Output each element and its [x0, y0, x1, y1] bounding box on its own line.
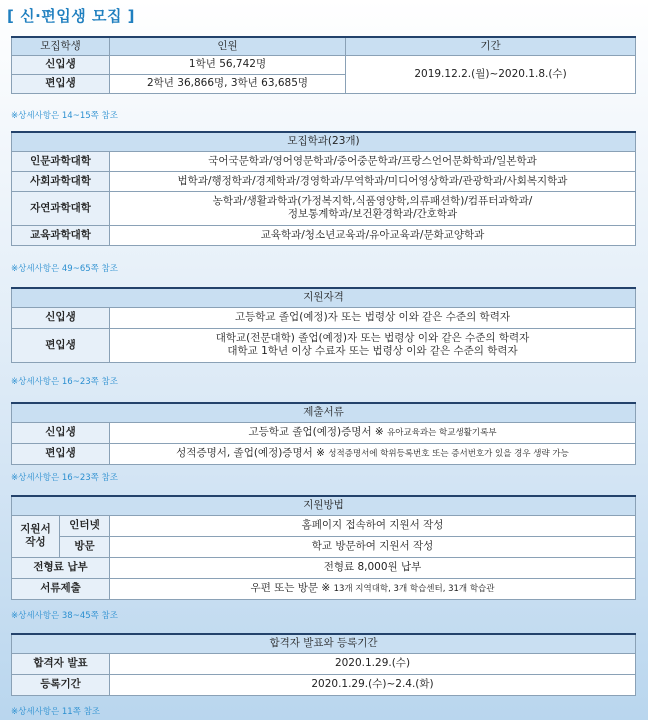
col-header-students: 모집학생 [12, 37, 110, 55]
submit-small: 13개 지역대학, 3개 학습센터, 31개 학습관 [333, 583, 495, 594]
col-header-period: 기간 [346, 37, 636, 55]
row-label-transfer: 편입생 [12, 74, 110, 93]
docs-transfer-small: 성적증명서에 학위등록번호 또는 증서번호가 있을 경우 생략 가능 [328, 448, 569, 459]
submit-label: 서류제출 [12, 578, 110, 599]
docs-freshman-small: 유아교육과는 학교생활기록부 [387, 427, 497, 438]
method-label-visit: 방문 [60, 536, 110, 557]
qual-label-freshman: 신입생 [12, 307, 110, 328]
documents-header: 제출서류 [12, 403, 636, 422]
col-header-count: 인원 [110, 37, 346, 55]
qualification-header: 지원자격 [12, 288, 636, 307]
recruit-note: ※상세사항은 14~15쪽 참조 [11, 111, 118, 121]
method-header: 지원방법 [12, 496, 636, 515]
fee-value: 전형료 8,000원 납부 [110, 557, 636, 578]
freshman-count: 1학년 56,742명 [110, 55, 346, 74]
qualification-note: ※상세사항은 16~23쪽 참조 [11, 377, 118, 387]
submit-value [110, 578, 636, 599]
documents-note: ※상세사항은 16~23쪽 참조 [11, 473, 118, 483]
departments-note: ※상세사항은 49~65쪽 참조 [11, 264, 118, 274]
dept-natural-line2: 정보통계학과/보건환경학과/간호학과 [287, 208, 458, 220]
docs-label-freshman: 신입생 [12, 422, 110, 443]
qualification-table [11, 287, 636, 363]
result-table [11, 633, 636, 696]
departments-header: 모집학과(23개) [12, 132, 636, 151]
departments-table [11, 131, 636, 246]
dept-natural-line1: 농학과/생활과학과(가정복지학,식품영양학,의류패션학)/컴퓨터과학과/ [212, 195, 533, 207]
transfer-count: 2학년 36,866명, 3학년 63,685명 [110, 74, 346, 93]
qual-transfer-line2: 대학교 1학년 이상 수료자 또는 법령상 이와 같은 수준의 학력자 [227, 345, 518, 357]
fee-label: 전형료 납부 [12, 557, 110, 578]
recruit-table [11, 36, 636, 94]
page-title: [ 신·편입생 모집 ] [7, 7, 136, 25]
submit-text: 우편 또는 방문 ※ [250, 581, 331, 594]
docs-freshman-text: 고등학교 졸업(예정)증명서 ※ [248, 425, 384, 438]
qual-transfer-line1: 대학교(전문대학) 졸업(예정)자 또는 법령상 이와 같은 수준의 학력자 [215, 332, 530, 344]
method-label-internet: 인터넷 [60, 515, 110, 536]
dept-label-education: 교육과학대학 [12, 225, 110, 245]
method-visit: 학교 방문하여 지원서 작성 [110, 536, 636, 557]
result-label-register: 등록기간 [12, 674, 110, 695]
method-note: ※상세사항은 38~45쪽 참조 [11, 611, 118, 621]
docs-transfer-text: 성적증명서, 졸업(예정)증명서 ※ [176, 446, 325, 459]
result-header: 합격자 발표와 등록기간 [12, 634, 636, 653]
documents-table [11, 402, 636, 465]
dept-social: 법학과/행정학과/경제학과/경영학과/무역학과/미디어영상학과/관광학과/사회복지학과 [110, 171, 636, 191]
docs-label-transfer: 편입생 [12, 443, 110, 464]
result-label-announce: 합격자 발표 [12, 653, 110, 674]
recruit-period: 2019.12.2.(월)~2020.1.8.(수) [346, 55, 636, 93]
dept-natural [110, 191, 636, 225]
qual-transfer [110, 328, 636, 362]
dept-label-social: 사회과학대학 [12, 171, 110, 191]
docs-freshman [110, 422, 636, 443]
dept-label-humanities: 인문과학대학 [12, 151, 110, 171]
dept-label-natural: 자연과학대학 [12, 191, 110, 225]
method-group-label: 지원서 작성 [12, 515, 60, 557]
qual-freshman: 고등학교 졸업(예정)자 또는 법령상 이와 같은 수준의 학력자 [110, 307, 636, 328]
dept-education: 교육학과/청소년교육과/유아교육과/문화교양학과 [110, 225, 636, 245]
dept-humanities: 국어국문학과/영어영문학과/중어중문학과/프랑스언어문화학과/일본학과 [110, 151, 636, 171]
result-register: 2020.1.29.(수)~2.4.(화) [110, 674, 636, 695]
qual-label-transfer: 편입생 [12, 328, 110, 362]
method-table [11, 495, 636, 600]
result-note: ※상세사항은 11쪽 참조 [11, 707, 101, 717]
row-label-freshman: 신입생 [12, 55, 110, 74]
docs-transfer [110, 443, 636, 464]
method-internet: 홈페이지 접속하여 지원서 작성 [110, 515, 636, 536]
result-announce: 2020.1.29.(수) [110, 653, 636, 674]
